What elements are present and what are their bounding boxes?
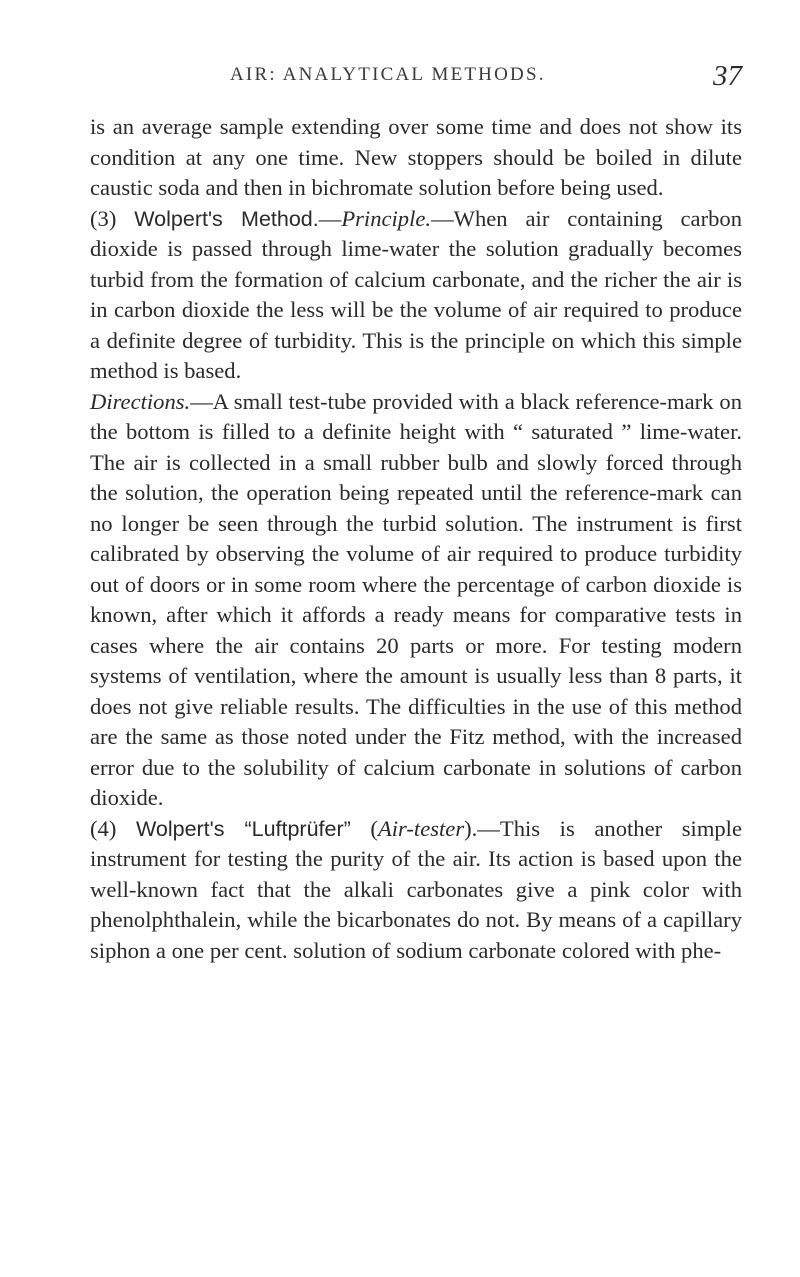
paragraph-directions	[90, 387, 742, 814]
paragraph-sampling-continued: is an average sample extending over some time and does not show its condition at any one time. New stoppers should be boiled in dilute caustic soda and then in bichromate solution before being used.	[90, 114, 742, 200]
section-number: (4)	[90, 815, 136, 841]
section-heading: Wolpert's “Luftprüfer”	[135, 816, 351, 841]
paragraph-text: —A small test-tube provided with a black reference-mark on the bottom is filled to a definite height with “ saturated ” lime-water. The air is collected in a small rubber bulb and slowly forced through the solution, the operation being repeated until the reference-mark can no longer be seen through the turbid solution. The instrument is first calibrated by observing the volume of air required to produce turbidity out of doors or in some room where the percentage of carbon dioxide is known, after which it affords a ready means for comparative tests in cases where the air contains 20 parts or more. For testing modern systems of ventilation, where the amount is usually less than 8 parts, it does not give reliable results. The difficulties in the use of this method are the same as those noted under the Fitz method, with the increased error due to the solubility of calcium carbonate in solutions of carbon dioxide.	[90, 388, 742, 810]
paragraph-text: —When air containing carbon dioxide is passed through lime-water the solution gradually becomes turbid from the formation of calcium carbonate, and the richer the air is in carbon dioxide the less will be the volume of air required to produce a definite degree of turbidity. This is the principle on which this simple method is based.	[90, 205, 742, 383]
page-number: 37	[713, 60, 742, 92]
running-title: AIR: ANALYTICAL METHODS.	[230, 64, 546, 85]
heading-dash: —	[318, 205, 342, 231]
paragraph-text: —This is another simple instrument for testing the purity of the air. Its action is based upon the well-known fact that the alkali carbonates give a pink color with phenolphthalein, while the bicarbonates do not. By means of a capillary siphon a one per cent. solution of sodium carbonate colored with phe-	[90, 815, 742, 963]
page-body	[90, 112, 742, 966]
running-head	[90, 60, 742, 92]
run-in-label: Principle.	[341, 205, 432, 231]
section-number: (3)	[90, 205, 135, 231]
run-in-label: Air-tester	[377, 815, 465, 841]
paren-open: (	[350, 815, 378, 841]
paragraph-luftprufer	[90, 814, 742, 967]
paren-close: ).	[464, 815, 478, 841]
paragraph-wolpert-method	[90, 204, 742, 387]
section-heading: Wolpert's Method.	[134, 206, 319, 231]
run-in-label: Directions.	[90, 388, 191, 414]
